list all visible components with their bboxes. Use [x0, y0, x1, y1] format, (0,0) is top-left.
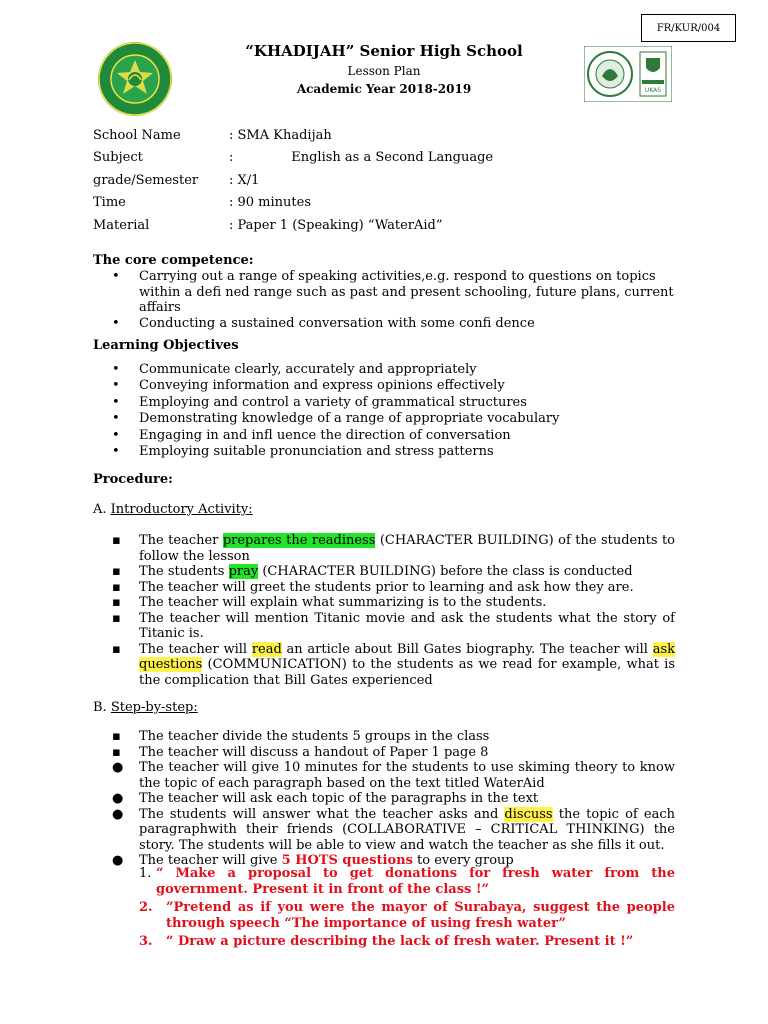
- school-title: “KHADIJAH” Senior High School: [245, 42, 523, 60]
- list-item: • Employing and control a variety of grammatical structures: [112, 394, 527, 410]
- document-type: Lesson Plan: [347, 64, 421, 78]
- info-label: School Name: [93, 128, 181, 143]
- hots-question: 1. “ Make a proposal to get donations for fresh water from the government. Present it in front of the class !”: [139, 866, 675, 897]
- list-item: • Employing suitable pronunciation and stress patterns: [112, 444, 494, 460]
- list-item: ● The students will answer what the teacher asks and discuss the topic of each paragraphwith their friends (COLLABORATIVE – CRITICAL THINKING) the story. The students will be able to view and watch the teacher as she fills it out.: [112, 806, 675, 853]
- list-item: ▪ The students pray (CHARACTER BUILDING) before the class is conducted: [112, 564, 633, 579]
- info-label: grade/Semester: [93, 173, 199, 188]
- info-value: : SMA Khadijah: [229, 128, 332, 143]
- list-item: ▪ The teacher will discuss a handout of Paper 1 page 8: [112, 744, 489, 760]
- info-label: Material: [93, 218, 150, 233]
- step-by-step-heading: B. Step-by-step:: [93, 700, 198, 715]
- list-item: • Conducting a sustained conversation with some confi dence: [112, 315, 535, 331]
- core-competence-heading: The core competence:: [93, 253, 254, 268]
- list-item: • Demonstrating knowledge of a range of appropriate vocabulary: [112, 411, 560, 427]
- list-item: ▪ The teacher will greet the students prior to learning and ask how they are.: [112, 579, 634, 595]
- hots-question: 3. “ Draw a picture describing the lack of fresh water. Present it !”: [139, 934, 634, 949]
- hots-question: 2. ”Pretend as if you were the mayor of Surabaya, suggest the people through speech “The importance of using fresh water”: [139, 900, 675, 931]
- learning-objectives-list: [93, 362, 675, 460]
- list-item: • Conveying information and express opinions effectively: [112, 378, 505, 394]
- introductory-activity-list: [93, 533, 675, 688]
- info-value: : 90 minutes: [229, 195, 312, 210]
- document-code: FR/KUR/004: [656, 22, 721, 34]
- list-item: ● The teacher will give 10 minutes for the students to use skiming theory to know the topic of each paragraph based on the text titled WaterAid: [112, 760, 675, 791]
- info-label: Time: [93, 195, 126, 210]
- list-item: ▪ The teacher will read an article about Bill Gates biography. The teacher will ask questions (COMMUNICATION) to the students as we read for example, what is the complication that Bill Gates experienced: [112, 641, 676, 688]
- list-item: ▪ The teacher divide the students 5 groups in the class: [112, 729, 490, 744]
- list-item: ● The teacher will ask each topic of the paragraphs in the text: [112, 791, 539, 806]
- info-value: : English as a Second Language: [229, 150, 494, 165]
- info-label: Subject: [93, 150, 143, 165]
- core-competence-list: [93, 269, 675, 331]
- info-value: : X/1: [229, 173, 260, 188]
- list-item: ▪ The teacher prepares the readiness (CHARACTER BUILDING) of the students to follow the lesson: [112, 533, 675, 564]
- ukas-label: UKAS: [644, 87, 662, 94]
- procedure-heading: Procedure:: [93, 472, 173, 487]
- info-value: : Paper 1 (Speaking) “WaterAid”: [229, 218, 443, 233]
- list-item: • Engaging in and infl uence the direction of conversation: [112, 427, 511, 443]
- list-item: ▪ The teacher will explain what summarizing is to the students.: [112, 595, 547, 610]
- list-item: ▪ The teacher will mention Titanic movie and ask the students what the story of Titanic is.: [112, 610, 675, 641]
- hots-questions-list: [139, 866, 675, 950]
- introductory-activity-heading: A. Introductory Activity:: [93, 502, 253, 517]
- step-by-step-list: [93, 729, 675, 869]
- learning-objectives-heading: Learning Objectives: [93, 338, 239, 353]
- document-code-box: [641, 14, 736, 42]
- certification-logo: [584, 46, 672, 102]
- list-item: • Communicate clearly, accurately and appropriately: [112, 362, 477, 377]
- list-item: • Carrying out a range of speaking activities,e.g. respond to questions on topics within a defi ned range such as past and present schooling, future plans, current affairs: [112, 269, 674, 315]
- academic-year: Academic Year 2018-2019: [296, 82, 472, 96]
- list-item: ● The teacher will give 5 HOTS questions to every group: [112, 853, 514, 868]
